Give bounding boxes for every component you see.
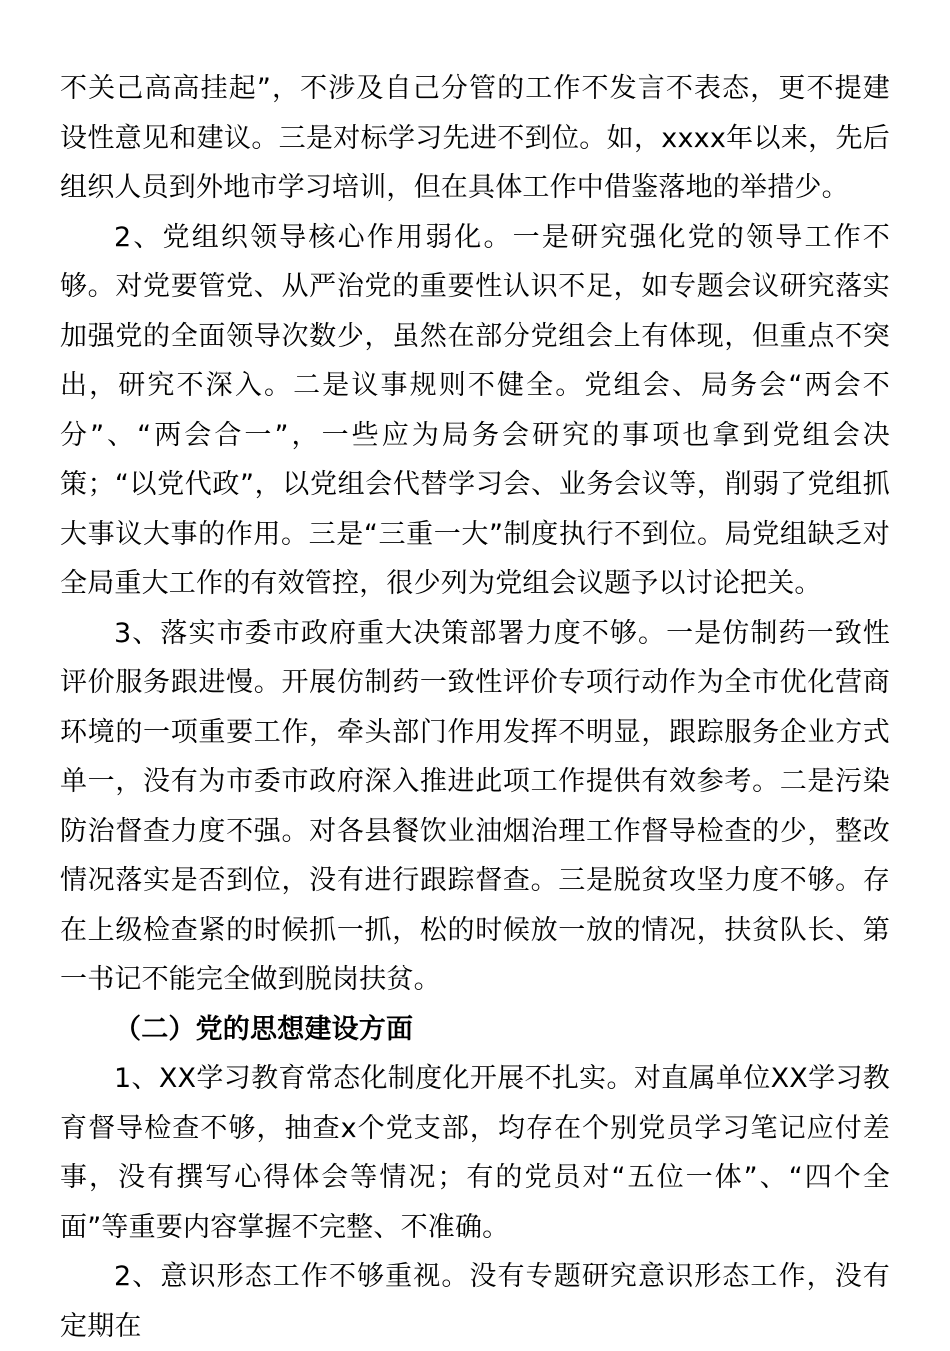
- section-heading-ideology: （二）党的思想建设方面: [114, 1013, 414, 1045]
- paragraph-study-education: 1、XX学习教育常态化制度化开展不扎实。对直属单位XX学习教育督导检查不够，抽查x个党支部，均存在个别党员学习笔记应付差事，没有撰写心得体会等情况；有的党员对“五位一体”、“四个全面”等重要内容掌握不完整、不准确。: [60, 1063, 890, 1243]
- paragraph-continuation: 不关己高高挂起”，不涉及自己分管的工作不发言不表态，更不提建设性意见和建议。三是对标学习先进不到位。如，xxxx年以来，先后组织人员到外地市学习培训，但在具体工作中借鉴落地的举措少。: [60, 73, 890, 203]
- paragraph-party-leadership: 2、党组织领导核心作用弱化。一是研究强化党的领导工作不够。对党要管党、从严治党的重要性认识不足，如专题会议研究落实加强党的全面领导次数少，虽然在部分党组会上有体现，但重点不突出，研究不深入。二是议事规则不健全。党组会、局务会“两会不分”、“两会合一”，一些应为局务会研究的事项也拿到党组会决策；“以党代政”，以党组会代替学习会、业务会议等，削弱了党组抓大事议大事的作用。三是“三重一大”制度执行不到位。局党组缺乏对全局重大工作的有效管控，很少列为党组会议题予以讨论把关。: [60, 221, 890, 599]
- paragraph-ideology-work: 2、意识形态工作不够重视。没有专题研究意识形态工作，没有定期在: [60, 1261, 890, 1342]
- paragraph-decision-implementation: 3、落实市委市政府重大决策部署力度不够。一是仿制药一致性评价服务跟进慢。开展仿制药一致性评价专项行动作为全市优化营商环境的一项重要工作，牵头部门作用发挥不明显，跟踪服务企业方式单一，没有为市委市政府深入推进此项工作提供有效参考。二是污染防治督查力度不强。对各县餐饮业油烟治理工作督导检查的少，整改情况落实是否到位，没有进行跟踪督查。三是脱贫攻坚力度不够。存在上级检查紧的时候抓一抓，松的时候放一放的情况，扶贫队长、第一书记不能完全做到脱岗扶贫。: [60, 617, 890, 995]
- document-page: [60, 64, 890, 1351]
